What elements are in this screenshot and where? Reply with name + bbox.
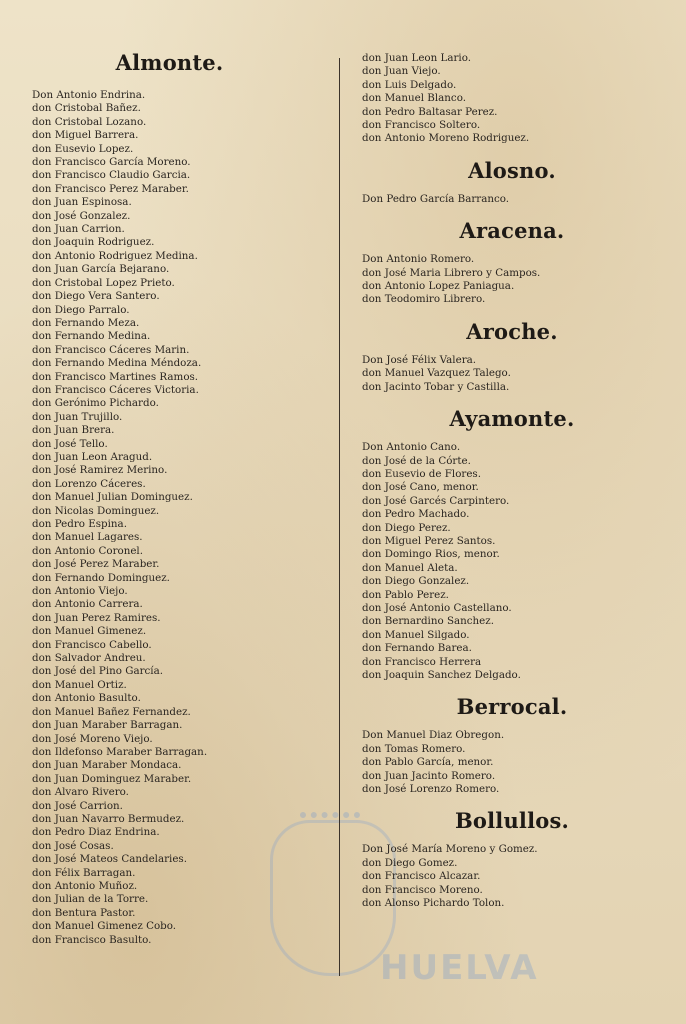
name-entry: don José del Pino García. xyxy=(32,665,164,678)
name-entry: don Francisco Herrera xyxy=(362,655,482,668)
column-divider xyxy=(339,58,340,976)
name-entry: don Antonio Moreno Rodriguez. xyxy=(362,132,530,145)
name-entry: don Juan Perez Ramires. xyxy=(32,611,161,624)
name-entry: don Nicolas Dominguez. xyxy=(32,504,160,517)
name-entry: don Francisco Perez Maraber. xyxy=(32,182,189,195)
name-entry: don Manuel Blanco. xyxy=(362,92,466,105)
name-entry: don Francisco Soltero. xyxy=(362,119,481,132)
section-heading-aracena: Aracena. xyxy=(459,218,565,244)
name-entry: don Cristobal Lozano. xyxy=(32,115,147,128)
name-entry: don Eusevio Lopez. xyxy=(32,142,134,155)
name-entry: don Francisco García Moreno. xyxy=(32,156,191,169)
name-list-aroche xyxy=(362,354,662,394)
name-entry: don Antonio Carrera. xyxy=(32,598,143,611)
name-entry: don Diego Parralo. xyxy=(32,303,130,316)
section-heading-almonte: Almonte. xyxy=(115,50,224,75)
name-entry: don Juan Maraber Barragan. xyxy=(32,719,183,732)
name-list-almonte-continued xyxy=(362,52,662,146)
name-entry: don Manuel Ortiz. xyxy=(32,678,127,691)
name-entry: don Félix Barragan. xyxy=(32,866,136,879)
name-entry: don Joaquin Rodriguez. xyxy=(32,236,155,249)
name-entry: don Teodomiro Librero. xyxy=(362,293,486,306)
name-entry: don Juan Leon Lario. xyxy=(362,52,472,64)
name-entry: don Julian de la Torre. xyxy=(32,893,149,906)
name-entry: don Eusevio de Flores. xyxy=(362,467,481,480)
name-entry: don Antonio Lopez Paniagua. xyxy=(362,280,515,293)
name-entry: Don José Félix Valera. xyxy=(362,353,477,366)
name-entry: don Francisco Cabello. xyxy=(32,638,152,651)
name-entry: don Manuel Bañez Fernandez. xyxy=(32,705,191,718)
name-entry: don Francisco Moreno. xyxy=(362,883,483,896)
name-entry: don Manuel Aleta. xyxy=(362,561,458,574)
name-entry: don Juan Trujillo. xyxy=(32,410,123,423)
section-heading-ayamonte: Ayamonte. xyxy=(449,406,575,432)
name-entry: don Antonio Rodriguez Medina. xyxy=(32,249,198,262)
name-entry: Don Pedro García Barranco. xyxy=(362,192,510,205)
name-entry: Don Antonio Romero. xyxy=(362,253,475,266)
name-entry: don Juan Navarro Bermudez. xyxy=(32,812,185,825)
name-entry: don José Maria Librero y Campos. xyxy=(362,266,541,279)
name-entry: don Gerónimo Pichardo. xyxy=(32,397,159,410)
name-list-bollullos xyxy=(362,843,662,910)
name-list-almonte xyxy=(32,89,332,947)
name-entry: don Antonio Viejo. xyxy=(32,585,128,598)
name-entry: don José Gonzalez. xyxy=(32,209,131,222)
name-entry: don José Carrion. xyxy=(32,799,123,812)
name-entry: don Francisco Basulto. xyxy=(32,933,152,946)
name-entry: don Juan Brera. xyxy=(32,424,115,437)
name-entry: don Manuel Lagares. xyxy=(32,531,143,544)
name-list-ayamonte xyxy=(362,441,662,682)
name-entry: don Diego Perez. xyxy=(362,521,451,534)
name-entry: don José Perez Maraber. xyxy=(32,558,160,571)
name-entry: don Diego Vera Santero. xyxy=(32,290,160,303)
name-entry: don Fernando Medina Méndoza. xyxy=(32,357,202,370)
name-entry: don Pedro Machado. xyxy=(362,508,470,521)
name-entry: don Antonio Muñoz. xyxy=(32,879,138,892)
name-entry: don José Mateos Candelaries. xyxy=(32,853,187,866)
name-entry: don Luis Delgado. xyxy=(362,78,457,91)
name-list-alosno xyxy=(362,193,662,206)
name-entry: don Bentura Pastor. xyxy=(32,906,136,919)
name-entry: don Juan Leon Aragud. xyxy=(32,450,153,463)
section-heading-berrocal: Berrocal. xyxy=(456,694,568,720)
name-entry: Don José María Moreno y Gomez. xyxy=(362,843,538,856)
name-entry: don José Tello. xyxy=(32,437,108,450)
name-entry: don Francisco Cáceres Victoria. xyxy=(32,383,199,396)
name-entry: Don Antonio Cano. xyxy=(362,441,461,454)
name-entry: don Fernando Meza. xyxy=(32,316,140,329)
name-entry: don Pablo García, menor. xyxy=(362,756,494,769)
name-entry: don Juan Dominguez Maraber. xyxy=(32,772,192,785)
name-entry: don Joaquin Sanchez Delgado. xyxy=(362,669,521,681)
name-entry: don Salvador Andreu. xyxy=(32,652,146,665)
name-entry: don José Lorenzo Romero. xyxy=(362,783,500,796)
name-entry: don Cristobal Bañez. xyxy=(32,102,141,115)
name-list-berrocal xyxy=(362,729,662,796)
name-entry: don Manuel Gimenez Cobo. xyxy=(32,920,177,933)
name-entry: don Pedro Espina. xyxy=(32,518,127,530)
name-entry: don Manuel Gimenez. xyxy=(32,625,147,638)
name-list-aracena xyxy=(362,253,662,307)
name-entry: don Juan Espinosa. xyxy=(32,196,132,209)
name-entry: don Domingo Rios, menor. xyxy=(362,548,500,561)
name-entry: don Fernando Barea. xyxy=(362,642,472,655)
name-entry: don Tomas Romero. xyxy=(362,742,466,755)
name-entry: don Juan Viejo. xyxy=(362,65,441,78)
name-entry: don Bernardino Sanchez. xyxy=(362,615,494,628)
name-entry: don Francisco Martines Ramos. xyxy=(32,370,199,383)
name-entry: don José Ramirez Merino. xyxy=(32,464,168,477)
name-entry: don Juan García Bejarano. xyxy=(32,263,170,276)
name-entry: don Fernando Dominguez. xyxy=(32,571,170,584)
name-entry: don José Antonio Castellano. xyxy=(362,601,512,614)
name-entry: don Manuel Vazquez Talego. xyxy=(362,367,511,380)
name-entry: don Manuel Julian Dominguez. xyxy=(32,491,193,504)
section-heading-alosno: Alosno. xyxy=(468,157,556,183)
name-entry: don José Moreno Viejo. xyxy=(32,732,153,745)
section-heading-aroche: Aroche. xyxy=(466,318,558,344)
name-entry: don Francisco Alcazar. xyxy=(362,870,481,883)
name-entry: don Fernando Medina. xyxy=(32,330,151,343)
right-column xyxy=(362,52,662,910)
name-entry: don Miguel Perez Santos. xyxy=(362,534,496,547)
name-entry: Don Manuel Diaz Obregon. xyxy=(362,729,505,742)
name-entry: don Francisco Cáceres Marin. xyxy=(32,343,190,356)
name-entry: don Pedro Diaz Endrina. xyxy=(32,826,160,839)
left-column xyxy=(32,50,332,947)
name-entry: don Juan Maraber Mondaca. xyxy=(32,759,182,772)
name-entry: don Pedro Baltasar Perez. xyxy=(362,105,498,118)
name-entry: don Francisco Claudio Garcia. xyxy=(32,169,191,182)
name-entry: don Juan Jacinto Romero. xyxy=(362,769,496,782)
name-entry: don José Garcés Carpintero. xyxy=(362,494,510,507)
name-entry: don Lorenzo Cáceres. xyxy=(32,477,146,490)
name-entry: don Jacinto Tobar y Castilla. xyxy=(362,380,510,393)
watermark-text: HUELVA xyxy=(380,948,539,988)
name-entry: don Antonio Basulto. xyxy=(32,692,141,705)
section-heading-bollullos: Bollullos. xyxy=(454,808,570,834)
name-entry: don Pablo Perez. xyxy=(362,588,449,601)
name-entry: don Cristobal Lopez Prieto. xyxy=(32,276,175,289)
name-entry: don Alvaro Rivero. xyxy=(32,786,129,799)
name-entry: don Ildefonso Maraber Barragan. xyxy=(32,745,208,758)
name-entry: don Antonio Coronel. xyxy=(32,544,143,557)
name-entry: don Diego Gomez. xyxy=(362,856,458,869)
name-entry: don José de la Córte. xyxy=(362,454,471,467)
name-entry: don Alonso Pichardo Tolon. xyxy=(362,897,505,910)
name-entry: don José Cano, menor. xyxy=(362,481,479,494)
name-entry: don Miguel Barrera. xyxy=(32,129,139,142)
name-entry: don José Cosas. xyxy=(32,839,114,852)
name-entry: don Juan Carrion. xyxy=(32,223,125,236)
name-entry: don Manuel Silgado. xyxy=(362,628,470,641)
name-entry: Don Antonio Endrina. xyxy=(32,89,146,101)
name-entry: don Diego Gonzalez. xyxy=(362,575,470,588)
